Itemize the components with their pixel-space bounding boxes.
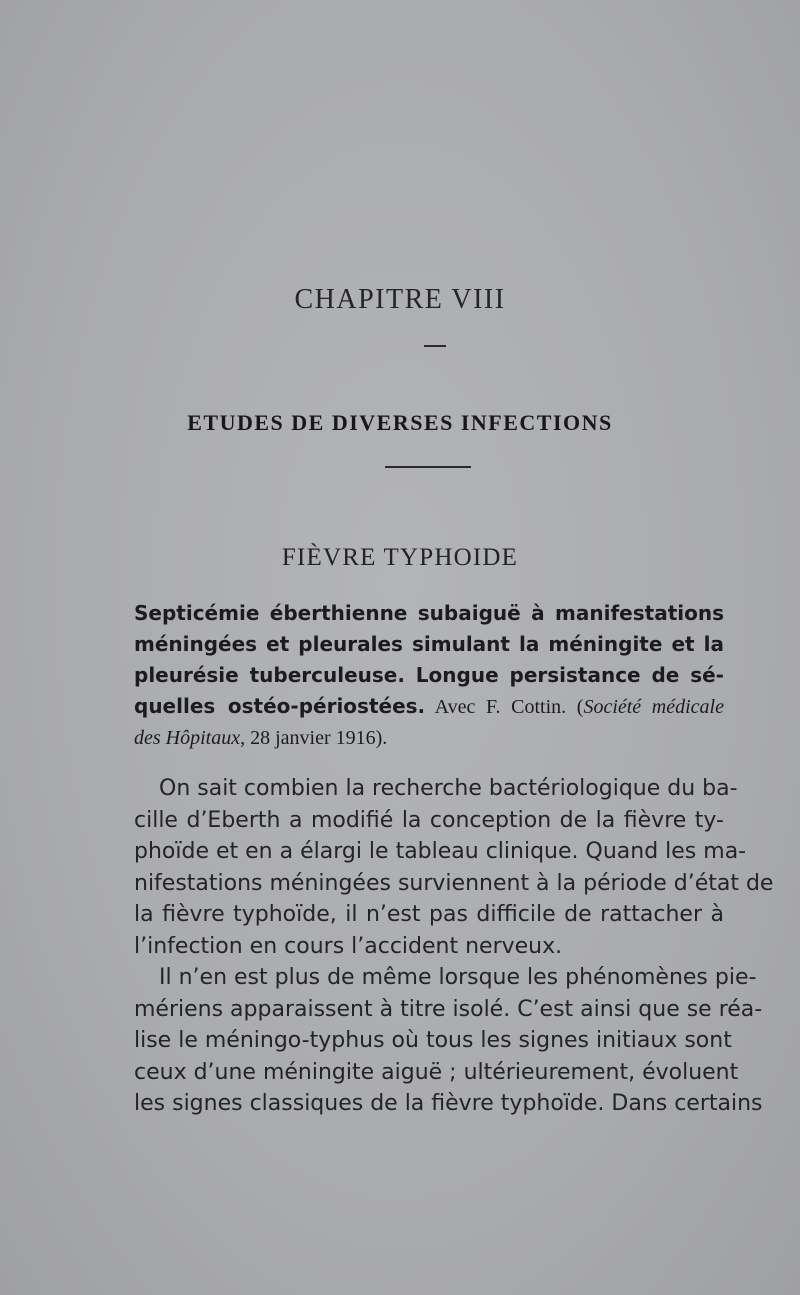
body-p2-line-2: mériens apparaissent à titre isolé. C’est ainsi que se réa- <box>134 996 763 1022</box>
body-p1-line-4: nifestations méningées surviennent à la période d’état de <box>134 870 774 896</box>
section-heading: ETUDES DE DIVERSES INFECTIONS <box>187 410 613 435</box>
subsection-heading: FIÈVRE TYPHOIDE <box>281 544 519 571</box>
body-p1-line-2: cille d’Eberth a modifié la conception de la fièvre ty- <box>134 807 724 833</box>
summary-line-3: pleurésie tuberculeuse. Longue persistance de sé- <box>134 663 724 687</box>
summary-line-1: Septicémie éberthienne subaiguë à manifestations <box>134 601 724 625</box>
chapter-title: CHAPITRE VIII <box>294 284 506 315</box>
summary-line-4-bold: quelles ostéo-périostées. <box>134 694 426 718</box>
body-p2-line-3: lise le méningo-typhus où tous les signes initiaux sont <box>134 1028 732 1053</box>
body-p2-line-1: Il n’en est plus de même lorsque les phénomènes pie- <box>159 965 757 990</box>
chapter-dash-divider <box>424 345 446 347</box>
summary-line-2: méningées et pleurales simulant la méningite et la <box>134 632 724 656</box>
summary-line-4-plain: Avec F. Cottin. ( <box>425 696 584 718</box>
body-p1-line-5: la fièvre typhoïde, il n’est pas difficile de rattacher à <box>134 902 724 927</box>
summary-line-5-plain: , 28 janvier 1916). <box>240 727 388 749</box>
summary-line-4-italic: Société médicale <box>583 696 724 718</box>
body-text <box>134 773 774 1120</box>
summary-paragraph <box>134 598 724 753</box>
body-p1-line-1: On sait combien la recherche bactériologique du ba- <box>159 776 738 801</box>
body-p1-line-3: phoïde et en a élargi le tableau clinique. Quand les ma- <box>134 839 747 864</box>
body-p1-line-6: l’infection en cours l’accident nerveux. <box>134 933 563 959</box>
summary-line-5-italic: des Hôpitaux <box>134 727 241 749</box>
summary-line-5 <box>134 722 724 753</box>
summary-line-4 <box>134 691 724 722</box>
heading-rule-divider <box>385 466 471 468</box>
body-p2-line-5: les signes classiques de la fièvre typhoïde. Dans certains <box>134 1091 763 1116</box>
body-p2-line-4: ceux d’une méningite aiguë ; ultérieurement, évoluent <box>134 1059 739 1085</box>
